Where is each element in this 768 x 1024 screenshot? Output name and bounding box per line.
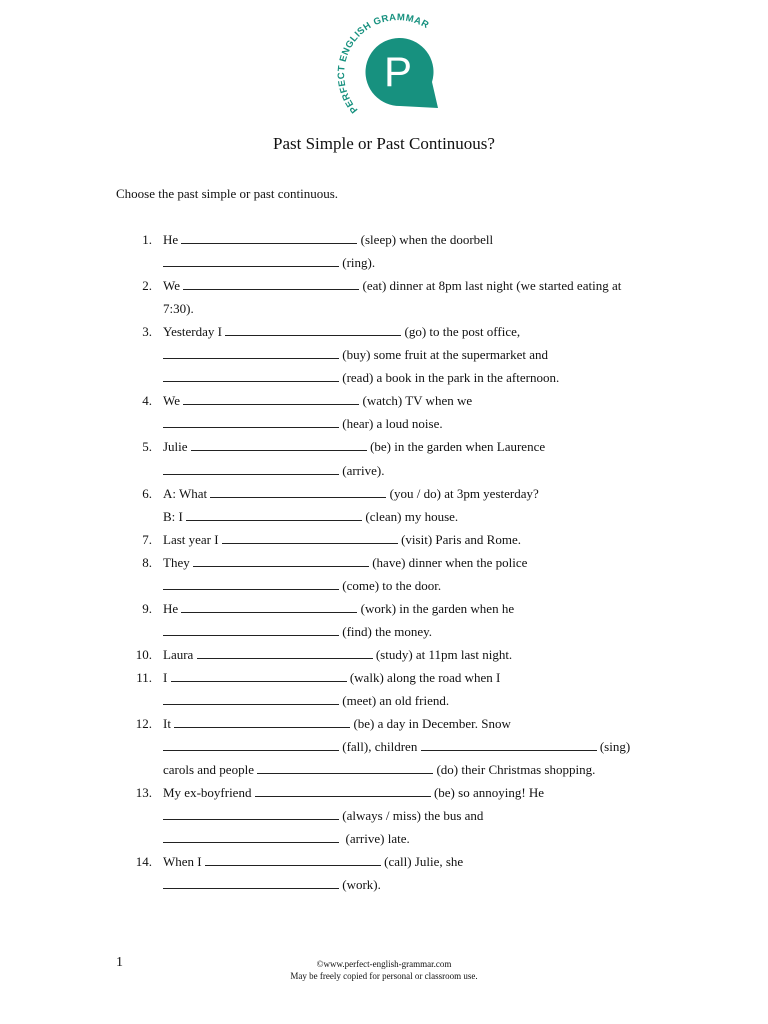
exercise-line [163,530,521,550]
exercise-text: My ex-boyfriend [163,785,255,801]
exercise-text: carols and people [163,762,258,778]
answer-blank[interactable] [163,253,339,267]
logo-text: PERFECT ENGLISH GRAMMAR [336,12,431,116]
answer-blank[interactable] [181,230,357,244]
exercise-line [163,553,527,573]
answer-blank[interactable] [163,576,339,590]
exercise-line [163,414,443,434]
exercise-number: 14. [135,854,152,870]
exercise-text: (work). [339,877,381,893]
answer-blank[interactable] [163,414,339,428]
exercise-text: He [163,232,182,247]
exercise-text: Julie [163,439,191,455]
exercise-line [163,484,539,504]
exercise-line [163,253,375,273]
exercise-line [163,622,432,642]
exercise-number: 4. [142,393,152,409]
footer [0,958,768,982]
answer-blank[interactable] [210,484,386,498]
exercise-text: 7:30). [163,301,194,317]
answer-blank[interactable] [163,461,339,475]
answer-blank[interactable] [205,852,381,866]
exercise-text: (sing) [596,739,631,755]
answer-blank[interactable] [163,875,339,889]
exercise-line [163,599,514,619]
answer-blank[interactable] [163,806,339,820]
exercise-line [163,714,511,734]
exercise-line [163,760,595,780]
exercise-number: 9. [142,600,152,616]
exercise-text: (walk) along the road when I [346,669,501,685]
answer-blank[interactable] [191,437,367,451]
answer-blank[interactable] [163,345,339,359]
answer-blank[interactable] [225,322,401,336]
exercise-text: (you / do) at 3pm yesterday? [386,485,539,501]
exercise-text: (fall), children [339,739,421,755]
answer-blank[interactable] [222,530,398,544]
exercise-line [163,230,493,250]
exercise-text: (read) a book in the park in the afternoon. [339,370,560,386]
exercise-number: 5. [142,439,152,455]
exercise-text: Yesterday I [163,324,226,340]
answer-blank[interactable] [255,783,431,797]
logo-icon [334,12,446,116]
exercise-line [163,852,463,872]
answer-blank[interactable] [181,599,357,613]
exercise-text: (meet) an old friend. [339,693,450,708]
exercise-number: 7. [142,531,152,547]
exercise-text: (hear) a loud noise. [339,416,443,432]
exercise-text: (find) the money. [339,623,433,639]
answer-blank[interactable] [163,737,339,751]
exercise-line [163,806,483,826]
exercise-text: (eat) dinner at 8pm last night (we started eating at [359,278,622,294]
exercise-text: (go) to the post office, [401,324,521,340]
exercise-line [163,368,559,388]
exercise-line [163,829,410,849]
exercise-text: We [163,393,184,409]
exercise-number: 13. [135,785,152,801]
exercise-line [163,322,520,342]
exercise-line [163,668,500,688]
answer-blank[interactable] [163,368,339,382]
exercise-line [163,345,548,365]
exercise-text: He [163,600,182,616]
answer-blank[interactable] [163,691,339,705]
exercise-number: 1. [142,232,152,247]
exercise-number: 3. [142,324,152,340]
exercise-line [163,576,441,596]
exercise-text: It [163,716,175,732]
exercise-line [163,507,458,527]
exercise-line [163,645,512,665]
exercise-text: We [163,278,184,294]
answer-blank[interactable] [186,507,362,521]
exercise-line [163,391,472,411]
exercise-line [163,875,381,895]
exercise-line [163,783,544,803]
exercise-text: (be) so annoying! He [430,785,545,801]
exercise-text: (clean) my house. [362,508,459,524]
exercise-text: They [163,554,193,570]
answer-blank[interactable] [197,645,373,659]
exercise-text: (do) their Christmas shopping. [433,762,596,778]
exercise-text: When I [163,854,205,870]
instruction-text: Choose the past simple or past continuous. [116,186,339,201]
exercise-text: Laura [163,646,197,662]
exercise-text: Last year I [163,531,222,547]
exercise-text: (watch) TV when we [359,393,473,409]
exercise-text: (arrive) late. [339,831,410,847]
exercise-text: (arrive). [339,462,385,478]
exercise-number: 2. [142,278,152,294]
exercise-text: (sleep) when the doorbell [357,232,494,247]
exercise-text: I [163,669,171,685]
answer-blank[interactable] [257,760,433,774]
exercise-text: (always / miss) the bus and [339,808,484,824]
exercise-number: 6. [142,485,152,501]
answer-blank[interactable] [163,622,339,636]
page-number: 1 [116,955,123,970]
page-title: Past Simple or Past Continuous? [273,134,495,153]
exercise-line [163,737,630,757]
exercise-text: (be) in the garden when Laurence [366,439,546,455]
logo-letter: P [383,48,413,95]
exercise-line [163,276,621,296]
exercise-line [163,461,384,481]
exercise-number: 11. [136,669,152,685]
exercise-text: (ring). [339,255,376,271]
exercise-text: (work) in the garden when he [357,600,515,616]
exercise-text: (call) Julie, she [380,854,464,870]
exercise-line [163,437,545,457]
answer-blank[interactable] [183,276,359,290]
exercise-text: (have) dinner when the police [368,554,528,570]
exercise-number: 10. [135,646,152,662]
answer-blank[interactable] [193,553,369,567]
footer-note: May be freely copied for personal or classroom use. [290,971,478,981]
answer-blank[interactable] [174,714,350,728]
exercise-number: 12. [135,716,152,732]
exercise-text: (buy) some fruit at the supermarket and [339,347,549,363]
exercise-text: (study) at 11pm last night. [372,646,513,662]
footer-copyright: ©www.perfect-english-grammar.com [316,959,452,969]
exercise-text: (visit) Paris and Rome. [397,531,521,547]
exercise-text: (be) a day in December. Snow [350,716,511,732]
answer-blank[interactable] [171,668,347,682]
answer-blank[interactable] [421,737,597,751]
exercise-number: 8. [142,554,152,570]
exercise-text: A: What [163,485,211,501]
exercise-line [163,691,449,711]
logo [334,12,446,116]
answer-blank[interactable] [183,391,359,405]
exercise-text: (come) to the door. [339,577,442,593]
exercise-line [163,299,194,319]
exercise-text: B: I [163,508,187,524]
answer-blank[interactable] [163,829,339,843]
